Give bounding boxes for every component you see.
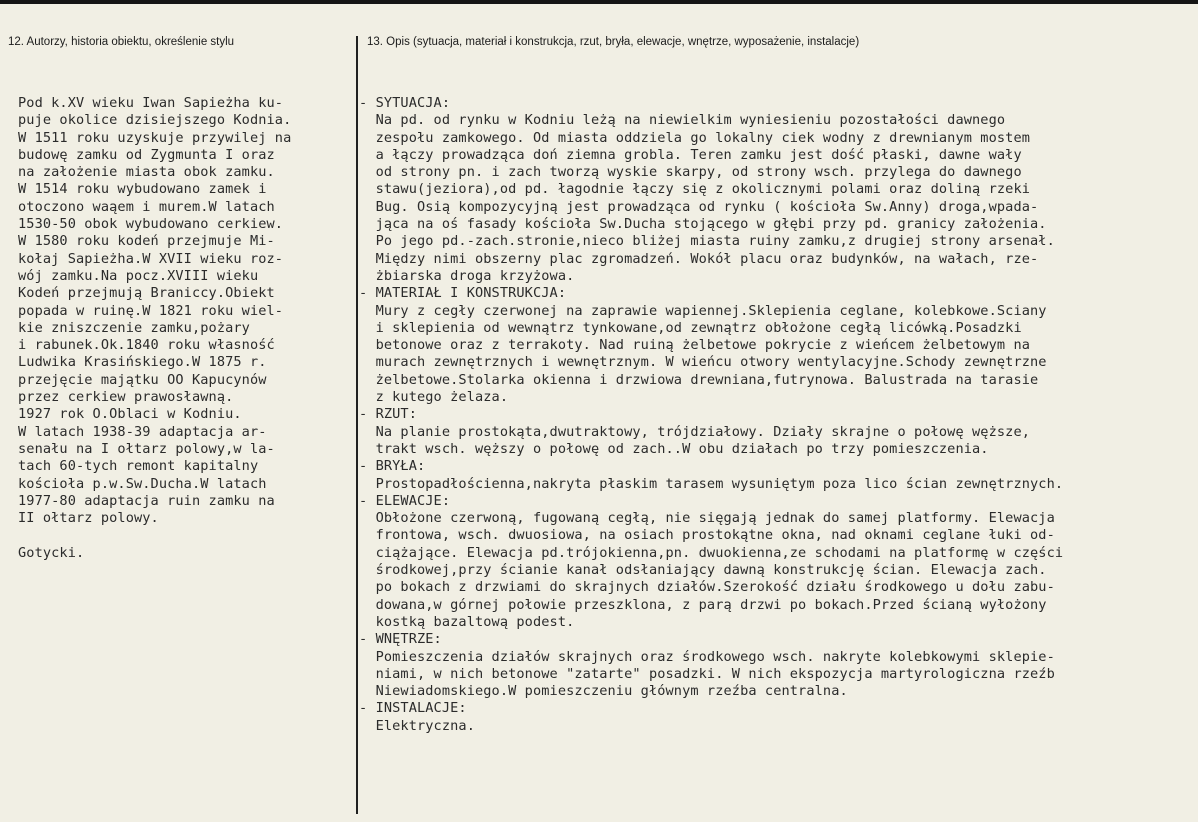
history-line: 1977-80 adaptacja ruin zamku na xyxy=(18,492,275,509)
history-line: i rabunek.Ok.1840 roku własność xyxy=(18,337,275,354)
history-line: W latach 1938-39 adaptacja ar- xyxy=(18,423,267,440)
section-line: Elektryczna. xyxy=(359,717,475,734)
history-line: budowę zamku od Zygmunta I oraz xyxy=(18,146,275,163)
section-line: od strony pn. i zach tworzą wyskie skarpy, od strony wsch. przylega do dawnego xyxy=(359,164,1022,181)
section-line: a łączy prowadząca doń ziemna grobla. Teren zamku jest dość płaski, dawne wały xyxy=(359,146,1022,163)
column-divider xyxy=(356,36,358,814)
history-line xyxy=(18,527,291,544)
section-line: ciążające. Elewacja pd.trójokienna,pn. dwuokienna,ze schodami na platformę w części xyxy=(359,544,1064,561)
section-line: Po jego pd.-zach.stronie,nieco bliżej miasta ruiny zamku,z drugiej strony arsenał. xyxy=(359,233,1055,250)
section-line: Mury z cegły czerwonej na zaprawie wapiennej.Sklepienia ceglane, kolebkowe.Sciany xyxy=(359,302,1047,319)
section-line: po bokach z drzwiami do skrajnych działów.Szerokość działu środkowego u dołu zabu- xyxy=(359,579,1055,596)
section-line: Pomieszczenia działów skrajnych oraz środkowego wsch. nakryte kolebkowymi sklepie- xyxy=(359,648,1055,665)
history-line: Pod k.XV wieku Iwan Sapieżha ku- xyxy=(18,95,284,111)
history-line: Kodeń przejmują Braniccy.Obiekt xyxy=(18,285,275,302)
history-line: Gotycki. xyxy=(18,544,85,561)
section-title: - INSTALACJE: xyxy=(359,700,467,717)
history-line: Ludwika Krasińskiego.W 1875 r. xyxy=(18,354,267,371)
section-line: żelbetowe.Stolarka okienna i drzwiowa drewniana,futrynowa. Balustrada na tarasie xyxy=(359,371,1039,388)
section-title: - BRYŁA: xyxy=(359,458,426,475)
history-line: przejęcie majątku OO Kapucynów xyxy=(18,371,267,388)
history-text-block xyxy=(18,95,291,562)
description-column-header: 13. Opis (sytuacja, materiał i konstrukcja, rzut, bryła, elewacje, wnętrze, wyposażenie, instalacje) xyxy=(367,36,860,48)
section-line: żbiarska droga krzyżowa. xyxy=(359,267,575,284)
section-line: Bug. Osią kompozycyjną jest prowadząca od rynku ( kościoła Sw.Anny) droga,wpada- xyxy=(359,198,1039,215)
history-column-header: 12. Autorzy, historia obiektu, określenie stylu xyxy=(8,36,235,48)
section-line: Prostopadłościenna,nakryta płaskim tarasem wysuniętym poza lico ścian zewnętrznych. xyxy=(359,475,1064,492)
section-line: murach zewnętrznych i wewnętrznym. W wieńcu otwory wentylacyjne.Schody zewnętrzne xyxy=(359,354,1047,371)
section-line: niami, w nich betonowe "zatarte" posadzki. W nich ekspozycja martyrologiczna rzeźb xyxy=(359,665,1055,682)
section-line: Między nimi obszerny plac zgromadzeń. Wokół placu oraz budynków, na wałach, rze- xyxy=(359,250,1039,267)
section-line: Obłożone czerwoną, fugowaną cegłą, nie sięgają jednak do samej platformy. Elewacja xyxy=(359,510,1055,527)
history-line: kie zniszczenie zamku,pożary xyxy=(18,319,250,336)
section-line: Niewiadomskiego.W pomieszczeniu głównym rzeźba centralna. xyxy=(359,683,848,700)
history-line: przez cerkiew prawosławną. xyxy=(18,389,234,406)
history-line: otoczono waąem i murem.W latach xyxy=(18,198,275,215)
history-line: W 1511 roku uzyskuje przywilej na xyxy=(18,129,292,146)
history-line: popada w ruinę.W 1821 roku wiel- xyxy=(18,302,284,319)
description-text-block xyxy=(359,95,1063,735)
section-title: - RZUT: xyxy=(359,406,417,423)
history-line: puje okolice dzisiejszego Kodnia. xyxy=(18,112,292,129)
section-title: - WNĘTRZE: xyxy=(359,631,442,648)
section-line: kostką bazaltową podest. xyxy=(359,613,575,630)
history-line: II ołtarz polowy. xyxy=(18,510,159,527)
history-line: 1927 rok O.Oblaci w Kodniu. xyxy=(18,406,242,423)
section-line: betonowe oraz z terrakoty. Nad ruiną żelbetowe pokrycie z wieńcem żelbetowym na xyxy=(359,337,1031,354)
section-line: Na pd. od rynku w Kodniu leżą na niewielkim wyniesieniu pozostałości dawnego xyxy=(359,112,1006,129)
section-line: jąca na oś fasady kościoła Sw.Ducha stojącego w głębi przy pd. granicy założenia. xyxy=(359,216,1047,233)
history-line: wój zamku.Na pocz.XVIII wieku xyxy=(18,267,259,284)
history-line: kołaj Sapieżha.W XVII wieku roz- xyxy=(18,250,284,267)
section-title: - SYTUACJA: xyxy=(359,95,451,111)
section-title: - MATERIAŁ I KONSTRUKCJA: xyxy=(359,285,567,302)
section-line: Na planie prostokąta,dwutraktowy, trójdziałowy. Działy skrajne o połowę węższe, xyxy=(359,423,1031,440)
section-line: z kutego żelaza. xyxy=(359,389,509,406)
section-line: stawu(jeziora),od pd. łagodnie łączy się z okolicznymi polami oraz doliną rzeki xyxy=(359,181,1031,198)
history-line: senału na I ołtarz polowy,w la- xyxy=(18,440,275,457)
history-line: tach 60-tych remont kapitalny xyxy=(18,458,259,475)
history-line: W 1580 roku kodeń przejmuje Mi- xyxy=(18,233,275,250)
history-line: kościoła p.w.Sw.Ducha.W latach xyxy=(18,475,267,492)
history-line: 1530-50 obok wybudowano cerkiew. xyxy=(18,216,284,233)
section-line: środkowej,przy ścianie kanał odsłaniający dawną konstrukcję ścian. Elewacja zach. xyxy=(359,562,1047,579)
section-line: frontowa, wsch. dwuosiowa, na osiach prostokątne okna, nad oknami ceglane łuki od- xyxy=(359,527,1055,544)
section-line: zespołu zamkowego. Od miasta oddziela go lokalny ciek wodny z drewnianym mostem xyxy=(359,129,1031,146)
top-border-rule xyxy=(0,0,1198,4)
section-line: dowana,w górnej połowie przeszklona, z parą drzwi po bokach.Przed ścianą wyłożony xyxy=(359,596,1047,613)
history-line: W 1514 roku wybudowano zamek i xyxy=(18,181,267,198)
history-line: na założenie miasta obok zamku. xyxy=(18,164,275,181)
section-title: - ELEWACJE: xyxy=(359,492,451,509)
section-line: i sklepienia od wewnątrz tynkowane,od zewnątrz obłożone cegłą licówką.Posadzki xyxy=(359,319,1022,336)
section-line: trakt wsch. węższy o połowę od zach..W obu działach po trzy pomieszczenia. xyxy=(359,440,989,457)
